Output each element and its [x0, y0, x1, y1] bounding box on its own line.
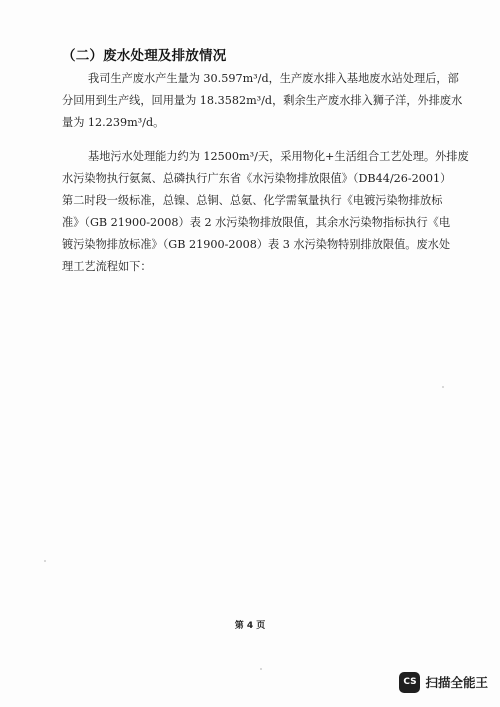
page-number: 第 4 页 — [234, 621, 266, 631]
paragraph-line: 理工艺流程如下： — [62, 260, 152, 273]
paragraph-line: 准》（GB 21900-2008）表 2 水污染物排放限值，其余水污染物指标执行《电 — [62, 216, 451, 229]
scanner-watermark — [399, 671, 488, 693]
camscanner-logo-icon: CS — [399, 672, 420, 693]
paragraph-line: 基地污水处理能力约为 12500m³/天，采用物化+生活组合工艺处理。外排废 — [88, 150, 469, 163]
paragraph-line: 我司生产废水产生量为 30.597m³/d，生产废水排入基地废水站处理后，部 — [88, 72, 459, 85]
scan-speck — [442, 386, 444, 388]
scan-speck — [44, 560, 46, 562]
paragraph-line: 量为 12.239m³/d。 — [62, 116, 165, 129]
scan-speck — [260, 668, 262, 670]
paragraph-line: 水污染物执行氨氮、总磷执行广东省《水污染物排放限值》（DB44/26-2001） — [62, 172, 452, 185]
paragraph-treatment-standards — [62, 146, 469, 278]
paragraph-wastewater-volume — [62, 68, 463, 134]
section-heading: （二）废水处理及排放情况 — [62, 48, 227, 64]
paragraph-line: 镀污染物排放标准》（GB 21900-2008）表 3 水污染物特别排放限值。废水处 — [62, 238, 451, 251]
watermark-text: 扫描全能王 — [425, 675, 488, 690]
paragraph-line: 第二时段一级标准，总镍、总铜、总氨、化学需氧量执行《电镀污染物排放标 — [62, 194, 443, 207]
paragraph-line: 分回用到生产线，回用量为 18.3582m³/d，剩余生产废水排入狮子洋，外排废水 — [62, 94, 463, 107]
